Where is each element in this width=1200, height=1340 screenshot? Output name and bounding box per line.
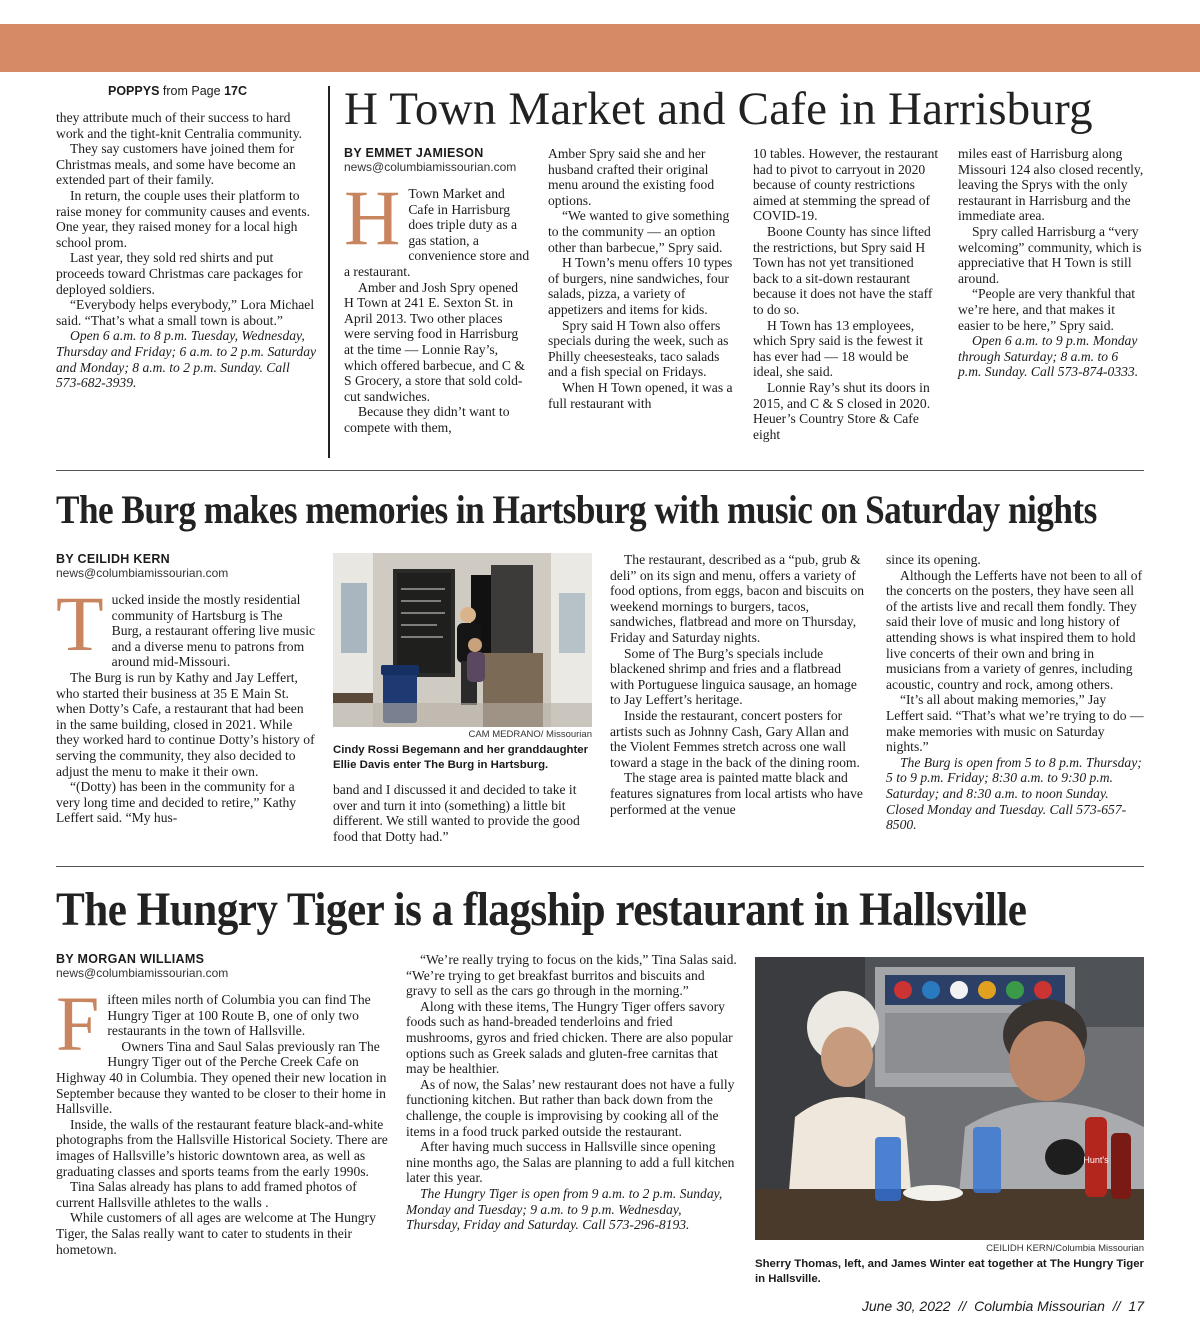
photo-credit: CEILIDH KERN/Columbia Missourian [986, 1243, 1144, 1254]
poppys-column [56, 110, 318, 391]
burg-column-2 [333, 782, 592, 844]
paragraph: As of now, the Salas’ new restaurant does not have a fully functioning kitchen. But rather than back down from the challenge, the couple is improvising by cooking all of the items in a food truck parked outside the restaurant. [406, 1076, 735, 1139]
htown-column-3 [753, 146, 939, 442]
paragraph: “People are very thankful that we’re here, and that makes it easier to be here,” Spry said. [958, 286, 1136, 333]
paragraph: Amber and Josh Spry opened H Town at 241 E. Sexton St. in April 2013. Two other places were serving food in Harrisburg at the time — Lonnie Ray’s, which offered barbecue, and C & S Grocery, a store that sold cold-cut sandwiches. [344, 279, 525, 404]
burg-photo [333, 553, 592, 727]
lead-paragraph: Fifteen miles north of Columbia you can find The Hungry Tiger at 100 Route B, one of only two restaurants in the town of Hallsville. [56, 980, 371, 1067]
paragraph: miles east of Harrisburg along Missouri 124 also closed recently, leaving the Sprys with the only restaurant in Harrisburg and the immediate area. [958, 146, 1144, 224]
paragraph: band and I discussed it and decided to take it over and turn it into (something) a little bit different. We still wanted to provide the good food that Dotty had.” [333, 782, 580, 844]
paragraph: Boone County has since lifted the restrictions, but Spry said H Town has not yet transitioned back to a sit-down restaurant because it does not have the staff to do so. [753, 223, 933, 317]
business-hours: Open 6 a.m. to 9 p.m. Monday through Saturday; 8 a.m. to 6 p.m. Sunday. Call 573-874-0333. [958, 333, 1139, 380]
paragraph: While customers of all ages are welcome at The Hungry Tiger, the Salas really want to cater to students in their hometown. [56, 1210, 376, 1257]
paragraph: They say customers have joined them for Christmas meals, and some have become an extended part of their family. [56, 141, 296, 188]
paragraph: Spry said H Town also offers specials during the week, such as Philly cheesesteaks, taco salads and a fish special on Fridays. [548, 317, 729, 380]
column-divider [328, 86, 330, 458]
paragraph: “We’re really trying to focus on the kids,” Tina Salas said. “We’re trying to get breakfast burritos and biscuits and gravy to sell as the cars go through in the morning.” [406, 952, 737, 999]
paragraph: Along with these items, The Hungry Tiger offers savory foods such as hand-breaded tenderloins and fried mushrooms, gyros and fried chicken. There are also popular options such as Greek salads and gluten-free carnitas that may be healthier. [406, 998, 733, 1077]
byline: BY MORGAN WILLIAMS [56, 952, 205, 966]
drop-cap: F [56, 980, 100, 1067]
paragraph: since its opening. [886, 552, 981, 567]
byline-email: news@columbiamissourian.com [344, 160, 517, 174]
section-divider [56, 470, 1144, 471]
paragraph: Lonnie Ray’s shut its doors in 2015, and C & S closed in 2020. Heuer’s Country Store & Cafe eight [753, 379, 931, 442]
lead-paragraph: H Town Market and Cafe in Harrisburg does triple duty as a gas station, a convenience store and a restaurant. [344, 174, 530, 279]
paragraph: “(Dotty) has been in the community for a very long time and decided to retire,” Kathy Leffert said. “My hus- [56, 779, 297, 826]
paragraph: When H Town opened, it was a full restaurant with [548, 379, 733, 411]
paragraph: The Burg is run by Kathy and Jay Leffert, who started their business at 35 E Main St. when Dotty’s Cafe, a restaurant that had been in the same building, closed in 2021. While they worked hard to continue Dotty’s history of serving the community, they also decided to adjust the menu to make it their own. [56, 669, 315, 779]
paragraph: 10 tables. However, the restaurant had to pivot to carryout in 2020 because of county restrictions aimed at stemming the spread of COVID-19. [753, 146, 939, 224]
paragraph: Amber Spry said she and her husband crafted their original menu around the existing food options. [548, 146, 715, 208]
jump-line [108, 84, 247, 98]
paragraph: “It’s all about making memories,” Jay Leffert said. “That’s what we’re trying to do — make memories with music on Saturday nights.” [886, 692, 1144, 755]
footer-paper: Columbia Missourian [974, 1298, 1105, 1314]
htown-column-2 [548, 146, 734, 411]
burg-headline: The Burg makes memories in Hartsburg with music on Saturday nights [56, 487, 1097, 532]
burg-column-4 [886, 552, 1144, 833]
top-color-band [0, 24, 1200, 72]
burg-column-3 [610, 552, 868, 817]
lead-paragraph: Tucked inside the mostly residential community of Hartsburg is The Burg, a restaurant offering live music and a diverse menu to patrons from around mid-Missouri. [56, 580, 316, 670]
htown-column-4 [958, 146, 1144, 380]
tiger-column-2 [406, 952, 738, 1233]
photo-caption: Sherry Thomas, left, and James Winter eat together at The Hungry Tiger in Hallsville. [755, 1258, 1144, 1285]
htown-column-1 [344, 146, 530, 436]
photo-credit: CAM MEDRANO/ Missourian [468, 729, 592, 740]
byline-email: news@columbiamissourian.com [56, 966, 229, 980]
paragraph: Because they didn’t want to compete with them, [344, 404, 510, 435]
paragraph: Last year, they sold red shirts and put proceeds toward Christmas care packages for deployed soldiers. [56, 250, 303, 297]
business-hours: The Burg is open from 5 to 8 p.m. Thursday; 5 to 9 p.m. Friday; 8:30 a.m. to 9:30 p.m. Saturday; and 8:30 a.m. to noon Sunday. Closed Monday and Tuesday. Call 573-657-8500. [886, 754, 1142, 833]
paragraph: The stage area is painted matte black and features signatures from local artists who have performed at the venue [610, 770, 863, 817]
paragraph: H Town has 13 employees, which Spry said is the fewest it has ever had — 18 would be ideal, she said. [753, 317, 923, 380]
section-divider [56, 866, 1144, 867]
bottle-label: Hunt's [1083, 1155, 1109, 1165]
byline: BY EMMET JAMIESON [344, 146, 484, 160]
paragraph: After having much success in Hallsville since opening nine months ago, the Salas are planning to add a full kitchen later this year. [406, 1139, 735, 1186]
burg-column-1 [56, 552, 316, 826]
business-hours: Open 6 a.m. to 8 p.m. Tuesday, Wednesday, Thursday and Friday; 6 a.m. to 2 p.m. Saturday and Monday; 8 a.m. to 2 p.m. Sunday. Call 573-682-3939. [56, 328, 317, 391]
paragraph: Tina Salas already has plans to add framed photos of current Hallsville athletes to the walls . [56, 1179, 357, 1210]
photo-caption: Cindy Rossi Begemann and her granddaughter Ellie Davis enter The Burg in Hartsburg. [333, 744, 589, 771]
paragraph: Spry called Harrisburg a “very welcoming” community, which is appreciative that H Town is still around. [958, 223, 1142, 286]
paragraph: Although the Lefferts have not been to all of the concerts on the posters, they have seen all of the artists live and recall them fondly. They said their love of music and long history of attending shows is what inspired them to hold live concerts of their own and bring in musicians from a variety of genres, including acoustic, country and rock, among others. [886, 567, 1143, 692]
paragraph: The restaurant, described as a “pub, grub & deli” on its sign and menu, offers a variety of food options, from eggs, bacon and biscuits on weekend mornings to burgers, tacos, sandwiches, flatbread and more on Thursday, Friday and Saturday nights. [610, 552, 865, 645]
paragraph: Inside the restaurant, concert posters for artists such as Johnny Cash, Gary Allan and the Violent Femmes stretch across one wall toward a stage in the back of the dining room. [610, 707, 860, 770]
paragraph: In return, the couple uses their platform to raise money for community causes and events. One year, they raised money for a local high school prom. [56, 187, 311, 250]
footer-separator: // [958, 1298, 967, 1314]
paragraph: H Town’s menu offers 10 types of burgers, nine sandwiches, four salads, pizza, a variety of appetizers and items for kids. [548, 255, 733, 317]
byline-email: news@columbiamissourian.com [56, 566, 229, 580]
tiger-photo [755, 957, 1144, 1240]
paragraph: “Everybody helps everybody,” Lora Michael said. “That’s what a small town is about.” [56, 297, 315, 328]
byline: BY CEILIDH KERN [56, 552, 171, 566]
page-footer [858, 1298, 1144, 1314]
paragraph: Some of The Burg’s specials include blackened shrimp and fries and a flatbread with Portuguese linguica sausage, an homage to Jay Leffert’s heritage. [610, 645, 857, 708]
business-hours: The Hungry Tiger is open from 9 a.m. to 2 p.m. Sunday, Monday and Tuesday; 9 a.m. to 9 p.m. Wednesday, Thursday, Friday and Saturday. Call 573-296-8193. [406, 1185, 723, 1233]
jump-from: from Page [162, 84, 221, 98]
paragraph: they attribute much of their success to hard work and the tight-knit Centralia community. [56, 110, 303, 141]
drop-cap: H [344, 174, 401, 261]
htown-headline: H Town Market and Cafe in Harrisburg [344, 83, 1093, 135]
paragraph: Owners Tina and Saul Salas previously ran The Hungry Tiger out of the Perche Creek Cafe on Highway 40 in Columbia. They opened their new location in September because they wanted to be closer to their home in Hallsville. [56, 1038, 387, 1117]
jump-page: 17C [224, 84, 247, 98]
tiger-headline: The Hungry Tiger is a flagship restaurant in Hallsville [56, 883, 1027, 936]
footer-date: June 30, 2022 [861, 1298, 951, 1314]
jump-label: POPPYS [108, 84, 160, 98]
paragraph: Inside, the walls of the restaurant feature black-and-white photographs from the Hallsville Historical Society. There are images of Hallsville’s historic downtown area, as well as graduating classes and sports teams from the early 1990s. [56, 1116, 388, 1179]
footer-page: 17 [1128, 1298, 1144, 1314]
tiger-column-1 [56, 952, 388, 1257]
drop-cap: T [56, 580, 104, 667]
paragraph: “We wanted to give something to the community — an option other than barbecue,” Spry said. [548, 208, 730, 255]
footer-separator: // [1112, 1298, 1121, 1314]
